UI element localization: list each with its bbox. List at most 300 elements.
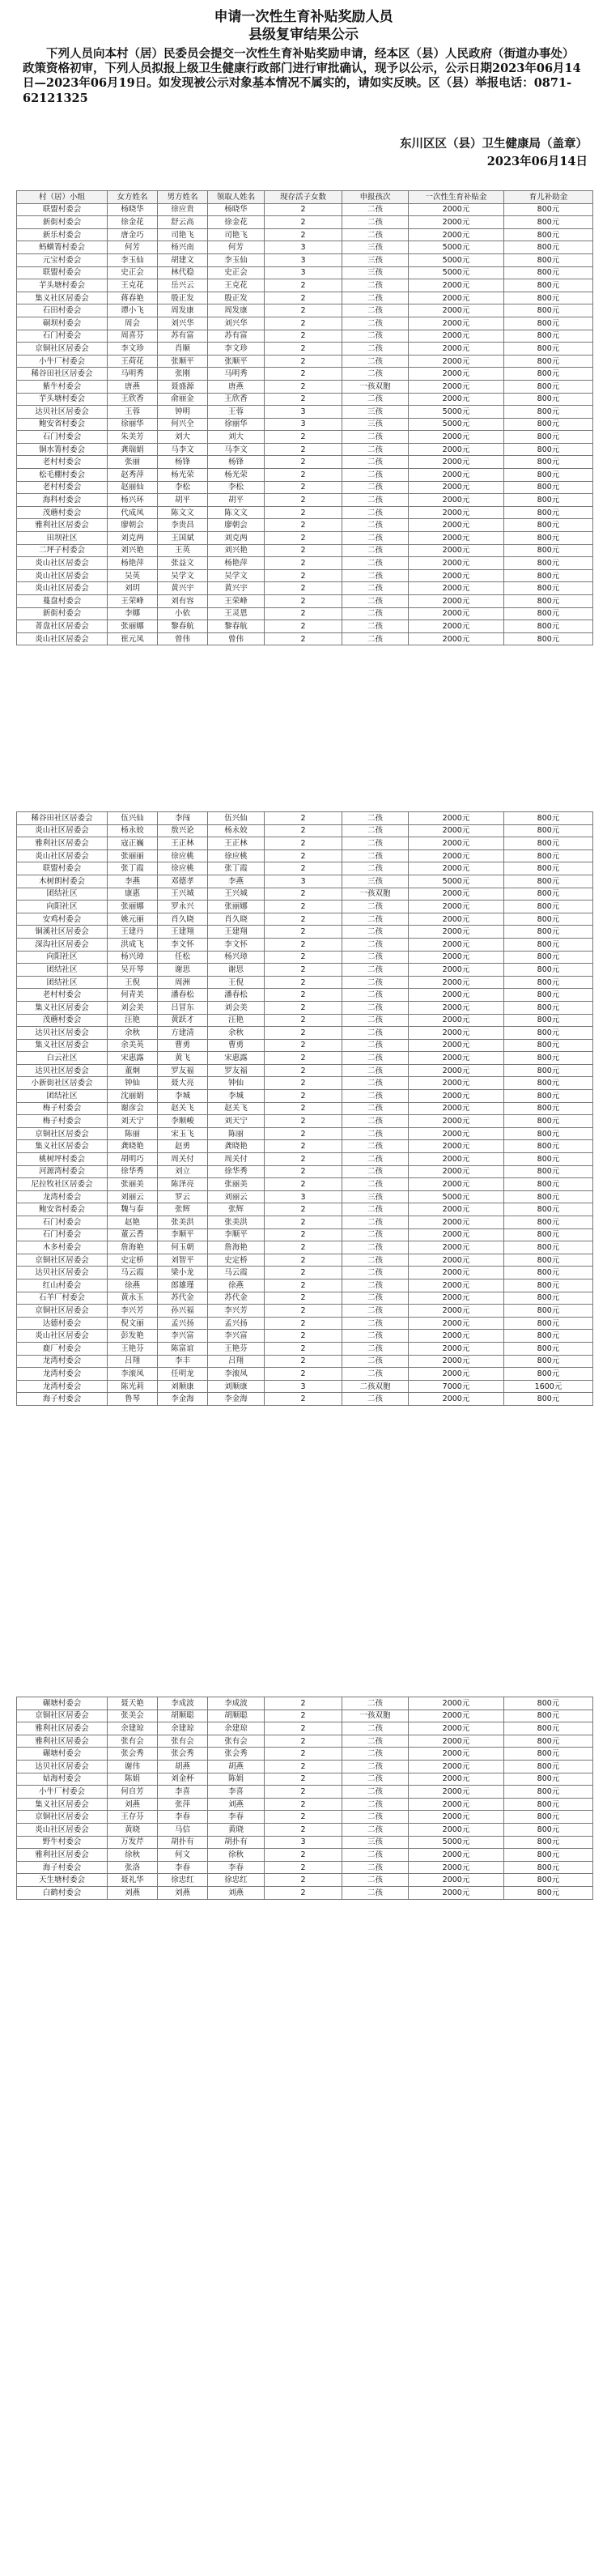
recipient-name-cell: 张辉 [208, 1203, 265, 1216]
female-name-cell: 李兴芳 [108, 1305, 158, 1318]
male-name-cell: 罗云 [158, 1190, 208, 1203]
subsidy-cell: 2000元 [409, 532, 504, 545]
recipient-name-cell: 刘燕 [208, 1886, 265, 1899]
recipient-name-cell: 王艳芬 [208, 1342, 265, 1355]
children-count-cell: 2 [265, 812, 342, 825]
male-name-cell: 李丰 [158, 1355, 208, 1368]
village-cell: 向阳社区 [17, 951, 108, 964]
village-cell: 白云社区 [17, 1052, 108, 1065]
village-cell: 炎山社区居委会 [17, 582, 108, 595]
childcare-cell: 1600元 [504, 1380, 593, 1393]
male-name-cell: 张辉 [158, 1203, 208, 1216]
children-count-cell: 2 [265, 837, 342, 850]
village-cell: 石田村委会 [17, 304, 108, 317]
page-subtitle: 县级复审结果公示 [248, 27, 359, 43]
female-name-cell: 张洛 [108, 1861, 158, 1874]
table-row [17, 1127, 593, 1140]
birth-order-cell: 二孩 [342, 1330, 409, 1343]
children-count-cell: 2 [265, 506, 342, 519]
childcare-cell: 800元 [504, 1368, 593, 1381]
village-cell: 天生塘村委会 [17, 1874, 108, 1887]
subsidy-cell: 2000元 [409, 1077, 504, 1090]
female-name-cell: 洪成飞 [108, 938, 158, 951]
male-name-cell: 徐应桃 [158, 862, 208, 875]
table-row [17, 203, 593, 216]
female-name-cell: 王艳芬 [108, 1342, 158, 1355]
female-name-cell: 张丁霞 [108, 862, 158, 875]
table-row [17, 241, 593, 254]
children-count-cell: 3 [265, 1836, 342, 1849]
village-cell: 向阳社区 [17, 901, 108, 913]
recipient-name-cell: 张会秀 [208, 1748, 265, 1761]
female-name-cell: 刘会美 [108, 1001, 158, 1014]
table-row [17, 812, 593, 825]
subsidy-cell: 2000元 [409, 1153, 504, 1166]
male-name-cell: 何兴全 [158, 418, 208, 431]
birth-order-cell: 三孩 [342, 418, 409, 431]
recipient-name-cell: 陈文文 [208, 506, 265, 519]
table-row [17, 1355, 593, 1368]
birth-order-cell: 二孩 [342, 1052, 409, 1065]
children-count-cell: 2 [265, 1064, 342, 1077]
male-name-cell: 肖顺 [158, 343, 208, 356]
subsidy-cell: 2000元 [409, 292, 504, 304]
children-count-cell: 2 [265, 1102, 342, 1115]
subsidy-cell: 2000元 [409, 1710, 504, 1722]
table-row [17, 976, 593, 989]
children-count-cell: 2 [265, 1203, 342, 1216]
female-name-cell: 谭小飞 [108, 304, 158, 317]
children-count-cell: 3 [265, 418, 342, 431]
children-count-cell: 2 [265, 456, 342, 469]
subsidy-cell: 2000元 [409, 595, 504, 608]
table-row [17, 304, 593, 317]
female-name-cell: 赵艳 [108, 1216, 158, 1229]
birth-order-cell: 二孩 [342, 292, 409, 304]
childcare-cell: 800元 [504, 544, 593, 557]
female-name-cell: 张丽美 [108, 1178, 158, 1191]
village-cell: 雅利社区居委会 [17, 837, 108, 850]
female-name-cell: 周喜芬 [108, 330, 158, 343]
female-name-cell: 刘兴艳 [108, 544, 158, 557]
children-count-cell: 2 [265, 368, 342, 381]
childcare-cell: 800元 [504, 1823, 593, 1836]
subsidy-cell: 2000元 [409, 901, 504, 913]
birth-order-cell: 三孩 [342, 875, 409, 888]
male-name-cell: 聂大亮 [158, 1077, 208, 1090]
male-name-cell: 张有会 [158, 1735, 208, 1748]
recipient-name-cell: 李城 [208, 1090, 265, 1103]
male-name-cell: 李闯 [158, 812, 208, 825]
childcare-cell: 800元 [504, 1722, 593, 1735]
birth-order-cell: 三孩 [342, 241, 409, 254]
table-row [17, 544, 593, 557]
female-name-cell: 董云香 [108, 1228, 158, 1241]
birth-order-cell: 二孩 [342, 1254, 409, 1267]
subsidy-cell: 5000元 [409, 418, 504, 431]
male-name-cell: 罗友福 [158, 1064, 208, 1077]
birth-order-cell: 二孩 [342, 1014, 409, 1027]
recipient-name-cell: 黄晓 [208, 1823, 265, 1836]
table-row [17, 1090, 593, 1103]
recipient-name-cell: 张顺平 [208, 355, 265, 368]
birth-order-cell: 一孩双胞 [342, 380, 409, 393]
recipient-name-cell: 刘兴艳 [208, 544, 265, 557]
female-name-cell: 伍兴仙 [108, 812, 158, 825]
birth-order-cell: 二孩 [342, 469, 409, 482]
male-name-cell: 胡燕 [158, 1760, 208, 1773]
male-name-cell: 吴学文 [158, 569, 208, 582]
children-count-cell: 2 [265, 1317, 342, 1330]
children-count-cell: 2 [265, 1798, 342, 1811]
male-name-cell: 周发康 [158, 304, 208, 317]
children-count-cell: 2 [265, 544, 342, 557]
male-name-cell: 黎春航 [158, 620, 208, 633]
children-count-cell: 2 [265, 607, 342, 620]
village-cell: 尼拉牧社区居委会 [17, 1178, 108, 1191]
children-count-cell: 2 [265, 519, 342, 532]
childcare-cell: 800元 [504, 1279, 593, 1292]
female-name-cell: 朱美芳 [108, 431, 158, 444]
childcare-cell: 800元 [504, 607, 593, 620]
birth-order-cell: 二孩 [342, 1115, 409, 1128]
village-cell: 桃树坪村委会 [17, 1153, 108, 1166]
children-count-cell: 2 [265, 1014, 342, 1027]
childcare-cell: 800元 [504, 1886, 593, 1899]
table-row [17, 1027, 593, 1040]
subsidy-cell: 2000元 [409, 1342, 504, 1355]
table-row [17, 1710, 593, 1722]
birth-order-cell: 二孩 [342, 1368, 409, 1381]
birth-order-cell: 二孩 [342, 812, 409, 825]
female-name-cell: 胡明巧 [108, 1153, 158, 1166]
children-count-cell: 2 [265, 330, 342, 343]
birth-order-cell: 二孩 [342, 1001, 409, 1014]
subsidy-cell: 2000元 [409, 1039, 504, 1052]
male-name-cell: 王国斌 [158, 532, 208, 545]
recipient-name-cell: 张丽美 [208, 1178, 265, 1191]
female-name-cell: 周会 [108, 317, 158, 330]
childcare-cell: 800元 [504, 595, 593, 608]
birth-order-cell: 二孩 [342, 544, 409, 557]
birth-order-cell: 三孩 [342, 406, 409, 419]
childcare-cell: 800元 [504, 1127, 593, 1140]
recipient-name-cell: 李喜 [208, 1786, 265, 1799]
signing-authority: 东川区区（县）卫生健康局（盖章） [400, 137, 588, 151]
male-name-cell: 刘智平 [158, 1254, 208, 1267]
birth-order-cell: 二孩 [342, 989, 409, 1002]
table-row [17, 1305, 593, 1318]
female-name-cell: 余秋 [108, 1027, 158, 1040]
birth-order-cell: 一孩双胞 [342, 1710, 409, 1722]
children-count-cell: 2 [265, 216, 342, 229]
birth-order-cell: 二孩双胞 [342, 1380, 409, 1393]
table-row [17, 292, 593, 304]
recipient-name-cell: 刘天宁 [208, 1115, 265, 1128]
subsidy-cell: 2000元 [409, 1305, 504, 1318]
children-count-cell: 2 [265, 494, 342, 507]
birth-order-cell: 二孩 [342, 964, 409, 977]
table-row [17, 1241, 593, 1254]
village-cell: 老村村委会 [17, 456, 108, 469]
table-row [17, 1798, 593, 1811]
male-name-cell: 李兴富 [158, 1330, 208, 1343]
children-count-cell: 2 [265, 1710, 342, 1722]
village-cell: 达贝社区居委会 [17, 1027, 108, 1040]
childcare-cell: 800元 [504, 989, 593, 1002]
recipient-name-cell: 张丽娜 [208, 901, 265, 913]
table-row [17, 216, 593, 229]
female-name-cell: 万发芹 [108, 1836, 158, 1849]
birth-order-cell: 三孩 [342, 1190, 409, 1203]
recipient-name-cell: 汪艳 [208, 1014, 265, 1027]
column-header: 男方姓名 [158, 191, 208, 204]
male-name-cell: 陈富谊 [158, 1342, 208, 1355]
birth-order-cell: 二孩 [342, 938, 409, 951]
village-cell: 集义社区居委会 [17, 1039, 108, 1052]
table-row [17, 1190, 593, 1203]
recipient-name-cell: 张丁霞 [208, 862, 265, 875]
table-row [17, 1153, 593, 1166]
children-count-cell: 2 [265, 1001, 342, 1014]
village-cell: 雅利社区居委会 [17, 1735, 108, 1748]
village-cell: 炎山社区居委会 [17, 1823, 108, 1836]
subsidy-cell: 2000元 [409, 1292, 504, 1305]
children-count-cell: 2 [265, 888, 342, 901]
subsidy-cell: 2000元 [409, 1216, 504, 1229]
male-name-cell: 罗永兴 [158, 901, 208, 913]
children-count-cell: 3 [265, 241, 342, 254]
subsidy-cell: 2000元 [409, 1368, 504, 1381]
female-name-cell: 刘天宁 [108, 1115, 158, 1128]
recipient-name-cell: 胡扑有 [208, 1836, 265, 1849]
children-count-cell: 2 [265, 1165, 342, 1178]
table-row [17, 1748, 593, 1761]
childcare-cell: 800元 [504, 519, 593, 532]
village-cell: 石门村委会 [17, 1216, 108, 1229]
recipient-name-cell: 马云霞 [208, 1267, 265, 1279]
village-cell: 炎山社区居委会 [17, 632, 108, 645]
subsidy-cell: 2000元 [409, 1241, 504, 1254]
male-name-cell: 曹勇 [158, 1039, 208, 1052]
childcare-cell: 800元 [504, 1014, 593, 1027]
recipient-name-cell: 殷正发 [208, 292, 265, 304]
male-name-cell: 何文 [158, 1849, 208, 1862]
children-count-cell: 2 [265, 1228, 342, 1241]
female-name-cell: 代成凤 [108, 506, 158, 519]
birth-order-cell: 二孩 [342, 1722, 409, 1735]
recipient-name-cell: 苏有富 [208, 330, 265, 343]
table-row [17, 519, 593, 532]
male-name-cell: 宋玉飞 [158, 1127, 208, 1140]
male-name-cell: 李城 [158, 1090, 208, 1103]
female-name-cell: 张丽娜 [108, 620, 158, 633]
children-count-cell: 3 [265, 406, 342, 419]
birth-order-cell: 二孩 [342, 1153, 409, 1166]
subsidy-cell: 2000元 [409, 393, 504, 406]
subsidy-cell: 2000元 [409, 228, 504, 241]
childcare-cell: 800元 [504, 292, 593, 304]
table-header-row [17, 191, 593, 204]
female-name-cell: 鲁琴 [108, 1393, 158, 1406]
children-count-cell: 2 [265, 1786, 342, 1799]
table-row [17, 1254, 593, 1267]
village-cell: 硐坝村委会 [17, 317, 108, 330]
village-cell: 小新街社区居委会 [17, 1077, 108, 1090]
birth-order-cell: 二孩 [342, 456, 409, 469]
table-row [17, 1064, 593, 1077]
subsidy-cell: 2000元 [409, 1874, 504, 1887]
recipient-name-cell: 王克花 [208, 279, 265, 292]
childcare-cell: 800元 [504, 1861, 593, 1874]
female-name-cell: 龚晓艳 [108, 1140, 158, 1153]
subsidy-cell: 7000元 [409, 1380, 504, 1393]
subsidy-cell: 2000元 [409, 888, 504, 901]
subsidy-cell: 2000元 [409, 1090, 504, 1103]
children-count-cell: 2 [265, 355, 342, 368]
subsidy-cell: 5000元 [409, 241, 504, 254]
birth-order-cell: 二孩 [342, 569, 409, 582]
recipient-name-cell: 吕翔 [208, 1355, 265, 1368]
birth-order-cell: 二孩 [342, 951, 409, 964]
village-cell: 铜溪社区居委会 [17, 926, 108, 939]
village-cell: 白鹤村委会 [17, 1886, 108, 1899]
recipient-name-cell: 王欣香 [208, 393, 265, 406]
male-name-cell: 张刚 [158, 368, 208, 381]
male-name-cell: 方建清 [158, 1027, 208, 1040]
birth-order-cell: 二孩 [342, 1874, 409, 1887]
subsidy-cell: 2000元 [409, 506, 504, 519]
village-cell: 松毛棚村委会 [17, 469, 108, 482]
childcare-cell: 800元 [504, 456, 593, 469]
subsidy-cell: 2000元 [409, 1861, 504, 1874]
birth-order-cell: 二孩 [342, 557, 409, 570]
childcare-cell: 800元 [504, 976, 593, 989]
table-row [17, 1317, 593, 1330]
male-name-cell: 徐应桃 [158, 849, 208, 862]
children-count-cell: 2 [265, 938, 342, 951]
childcare-cell: 800元 [504, 1027, 593, 1040]
female-name-cell: 聂礼华 [108, 1874, 158, 1887]
village-cell: 新街村委会 [17, 216, 108, 229]
childcare-cell: 800元 [504, 393, 593, 406]
female-name-cell: 张丽娜 [108, 901, 158, 913]
birth-order-cell: 二孩 [342, 1735, 409, 1748]
birth-order-cell: 二孩 [342, 824, 409, 837]
recipient-name-cell: 马李文 [208, 443, 265, 456]
female-name-cell: 马云霞 [108, 1267, 158, 1279]
subsidy-cell: 2000元 [409, 1178, 504, 1191]
recipient-name-cell: 胡顺聪 [208, 1710, 265, 1722]
birth-order-cell: 二孩 [342, 620, 409, 633]
village-cell: 二坪子村委会 [17, 544, 108, 557]
childcare-cell: 800元 [504, 1140, 593, 1153]
subsidy-cell: 2000元 [409, 1140, 504, 1153]
male-name-cell: 张美洪 [158, 1216, 208, 1229]
male-name-cell: 任松 [158, 951, 208, 964]
female-name-cell: 王克花 [108, 279, 158, 292]
birth-order-cell: 二孩 [342, 1165, 409, 1178]
birth-order-cell: 二孩 [342, 343, 409, 356]
subsidy-cell: 2000元 [409, 557, 504, 570]
birth-order-cell: 二孩 [342, 976, 409, 989]
female-name-cell: 崔元凤 [108, 632, 158, 645]
childcare-cell: 800元 [504, 964, 593, 977]
village-cell: 龙湾村委会 [17, 1368, 108, 1381]
subsidy-cell: 2000元 [409, 964, 504, 977]
table-row [17, 368, 593, 381]
male-name-cell: 谢思 [158, 964, 208, 977]
village-cell: 小牛厂村委会 [17, 355, 108, 368]
children-count-cell: 2 [265, 292, 342, 304]
subsidy-cell: 2000元 [409, 976, 504, 989]
column-header: 育儿补助金 [504, 191, 593, 204]
female-name-cell: 黄永玉 [108, 1292, 158, 1305]
table-row [17, 875, 593, 888]
male-name-cell: 林代稳 [158, 266, 208, 279]
birth-order-cell: 二孩 [342, 279, 409, 292]
subsidy-cell: 2000元 [409, 443, 504, 456]
subsidy-cell: 5000元 [409, 406, 504, 419]
subsidy-cell: 5000元 [409, 253, 504, 266]
birth-order-cell: 二孩 [342, 1039, 409, 1052]
male-name-cell: 杨锋 [158, 456, 208, 469]
table-row [17, 1014, 593, 1027]
childcare-cell: 800元 [504, 368, 593, 381]
village-cell: 铜水箐村委会 [17, 443, 108, 456]
male-name-cell: 李春 [158, 1861, 208, 1874]
children-count-cell: 2 [265, 824, 342, 837]
table-row [17, 1735, 593, 1748]
table-row [17, 989, 593, 1002]
female-name-cell: 王荣峰 [108, 595, 158, 608]
male-name-cell: 舒云高 [158, 216, 208, 229]
recipient-name-cell: 王灵恩 [208, 607, 265, 620]
childcare-cell: 800元 [504, 1811, 593, 1824]
recipient-name-cell: 杨晓华 [208, 203, 265, 216]
children-count-cell: 2 [265, 1305, 342, 1318]
subsidy-cell: 2000元 [409, 989, 504, 1002]
childcare-cell: 800元 [504, 228, 593, 241]
subsidy-cell: 2000元 [409, 1697, 504, 1710]
childcare-cell: 800元 [504, 1052, 593, 1065]
birth-order-cell: 二孩 [342, 1342, 409, 1355]
column-header: 村（居）小组 [17, 191, 108, 204]
table-row [17, 901, 593, 913]
male-name-cell: 李成波 [158, 1697, 208, 1710]
children-count-cell: 2 [265, 557, 342, 570]
village-cell: 团结社区 [17, 976, 108, 989]
subsidy-cell: 2000元 [409, 355, 504, 368]
table-row [17, 1393, 593, 1406]
recipient-name-cell: 曾伟 [208, 632, 265, 645]
recipient-name-cell: 詹海艳 [208, 1241, 265, 1254]
table-row [17, 837, 593, 850]
childcare-cell: 800元 [504, 443, 593, 456]
subsidy-cell: 2000元 [409, 368, 504, 381]
children-count-cell: 2 [265, 1292, 342, 1305]
children-count-cell: 2 [265, 595, 342, 608]
subsidy-cell: 2000元 [409, 1798, 504, 1811]
childcare-cell: 800元 [504, 862, 593, 875]
children-count-cell: 2 [265, 1279, 342, 1292]
childcare-cell: 800元 [504, 824, 593, 837]
village-cell: 达贝社区居委会 [17, 1064, 108, 1077]
birth-order-cell: 二孩 [342, 1216, 409, 1229]
subsidy-cell: 5000元 [409, 266, 504, 279]
male-name-cell: 赵关飞 [158, 1102, 208, 1115]
children-count-cell: 2 [265, 1140, 342, 1153]
